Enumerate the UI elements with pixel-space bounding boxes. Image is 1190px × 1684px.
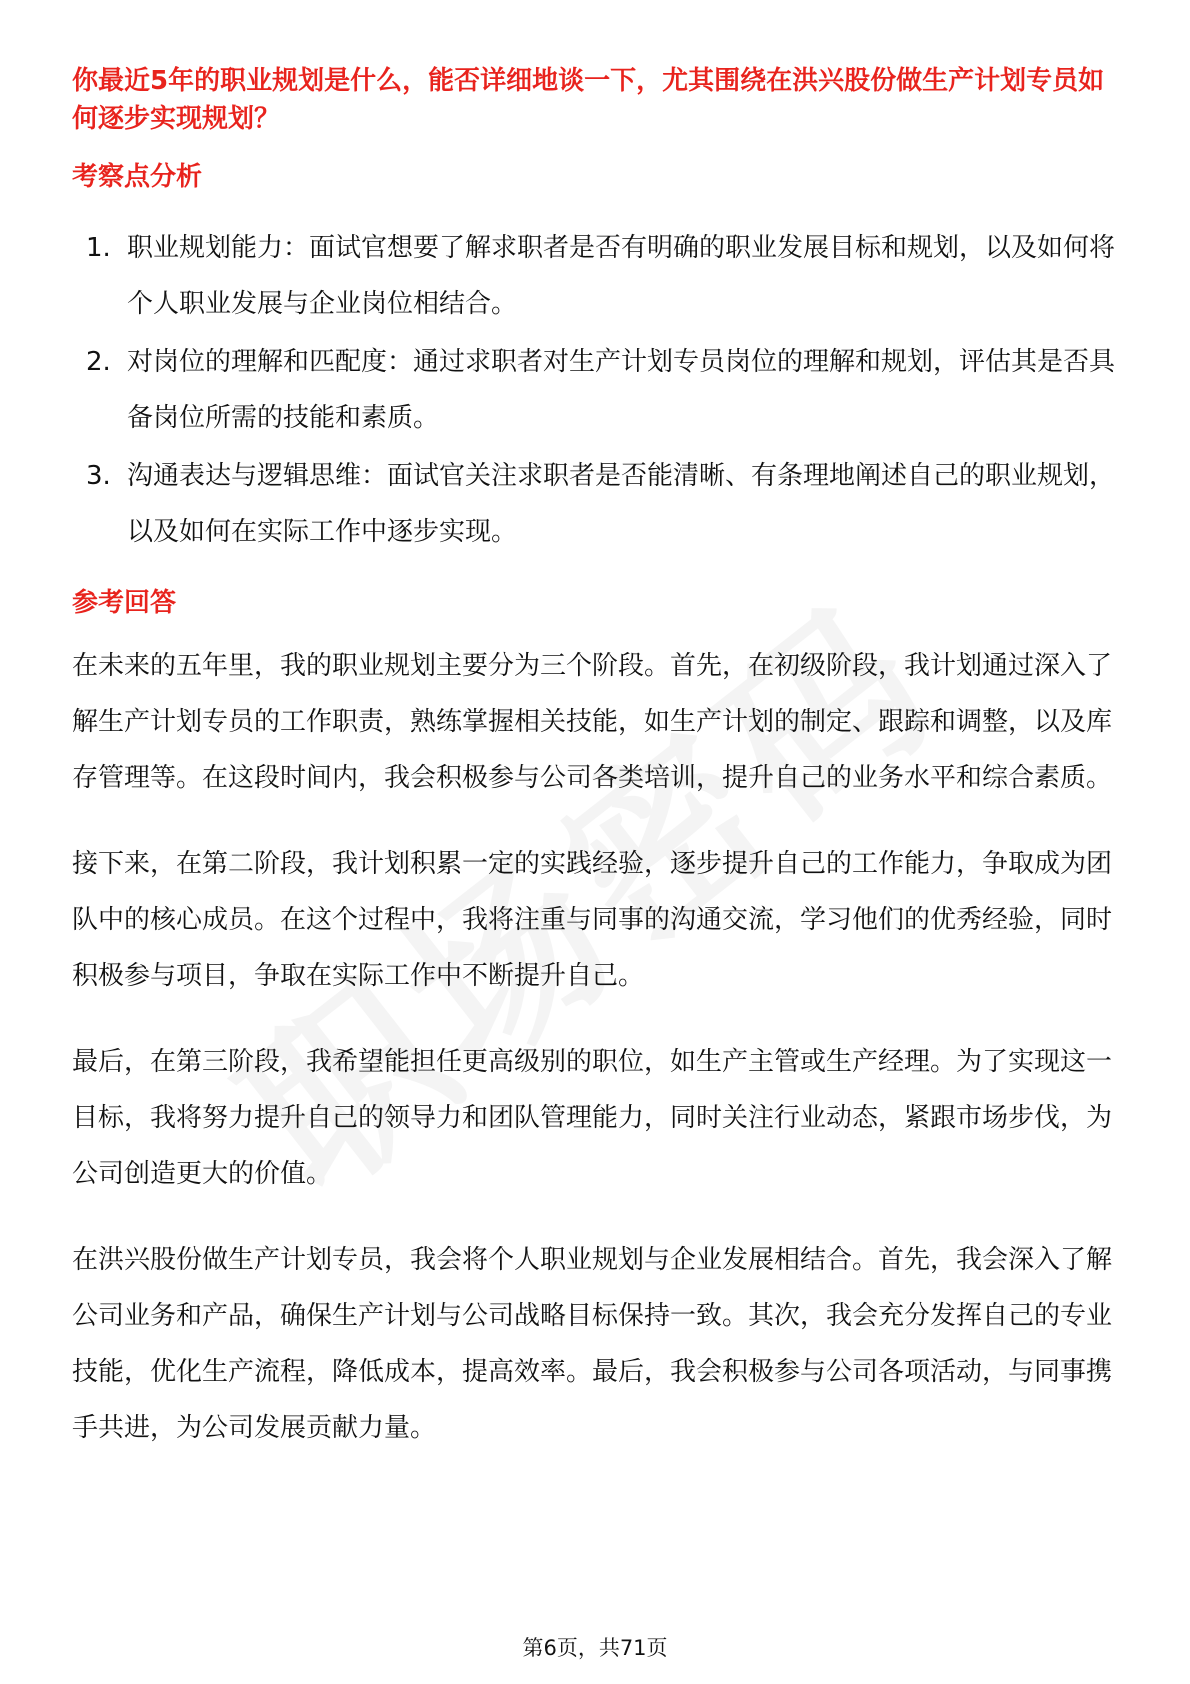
- point-text: 沟通表达与逻辑思维：面试官关注求职者是否能清晰、有条理地阐述自己的职业规划，以及如何在实际工作中逐步实现。: [127, 461, 1116, 547]
- analysis-point: [72, 334, 1122, 446]
- page-number: 第6页，共71页: [522, 1636, 668, 1660]
- answer-paragraph: 在洪兴股份做生产计划专员，我会将个人职业规划与企业发展相结合。首先，我会深入了解公司业务和产品，确保生产计划与公司战略目标保持一致。其次，我会充分发挥自己的专业技能，优化生产流程，降低成本，提高效率。最后，我会积极参与公司各项活动，与同事携手共进，为公司发展贡献力量。: [72, 1245, 1113, 1443]
- analysis-points-list: [72, 220, 1122, 560]
- answer-paragraph: 在未来的五年里，我的职业规划主要分为三个阶段。首先，在初级阶段，我计划通过深入了解生产计划专员的工作职责，熟练掌握相关技能，如生产计划的制定、跟踪和调整，以及库存管理等。在这段时间内，我会积极参与公司各类培训，提升自己的业务水平和综合素质。: [72, 651, 1113, 793]
- point-number: 2.: [86, 347, 111, 377]
- answer-paragraph: 最后，在第三阶段，我希望能担任更高级别的职位，如生产主管或生产经理。为了实现这一目标，我将努力提升自己的领导力和团队管理能力，同时关注行业动态，紧跟市场步伐，为公司创造更大的价值。: [72, 1047, 1113, 1189]
- analysis-heading: 考察点分析: [72, 162, 203, 192]
- answer-heading: 参考回答: [72, 588, 177, 618]
- answer-paragraph: 接下来，在第二阶段，我计划积累一定的实践经验，逐步提升自己的工作能力，争取成为团队中的核心成员。在这个过程中，我将注重与同事的沟通交流，学习他们的优秀经验，同时积极参与项目，争取在实际工作中不断提升自己。: [72, 849, 1113, 991]
- page-content: [72, 62, 1122, 1456]
- analysis-point: [72, 448, 1122, 560]
- question-title: 你最近5年的职业规划是什么，能否详细地谈一下，尤其围绕在洪兴股份做生产计划专员如何逐步实现规划？: [72, 66, 1105, 134]
- point-number: 3.: [86, 461, 111, 491]
- point-number: 1.: [86, 233, 111, 263]
- analysis-point: [72, 220, 1122, 332]
- point-text: 职业规划能力：面试官想要了解求职者是否有明确的职业发展目标和规划，以及如何将个人职业发展与企业岗位相结合。: [127, 233, 1116, 319]
- point-text: 对岗位的理解和匹配度：通过求职者对生产计划专员岗位的理解和规划，评估其是否具备岗位所需的技能和素质。: [127, 347, 1116, 433]
